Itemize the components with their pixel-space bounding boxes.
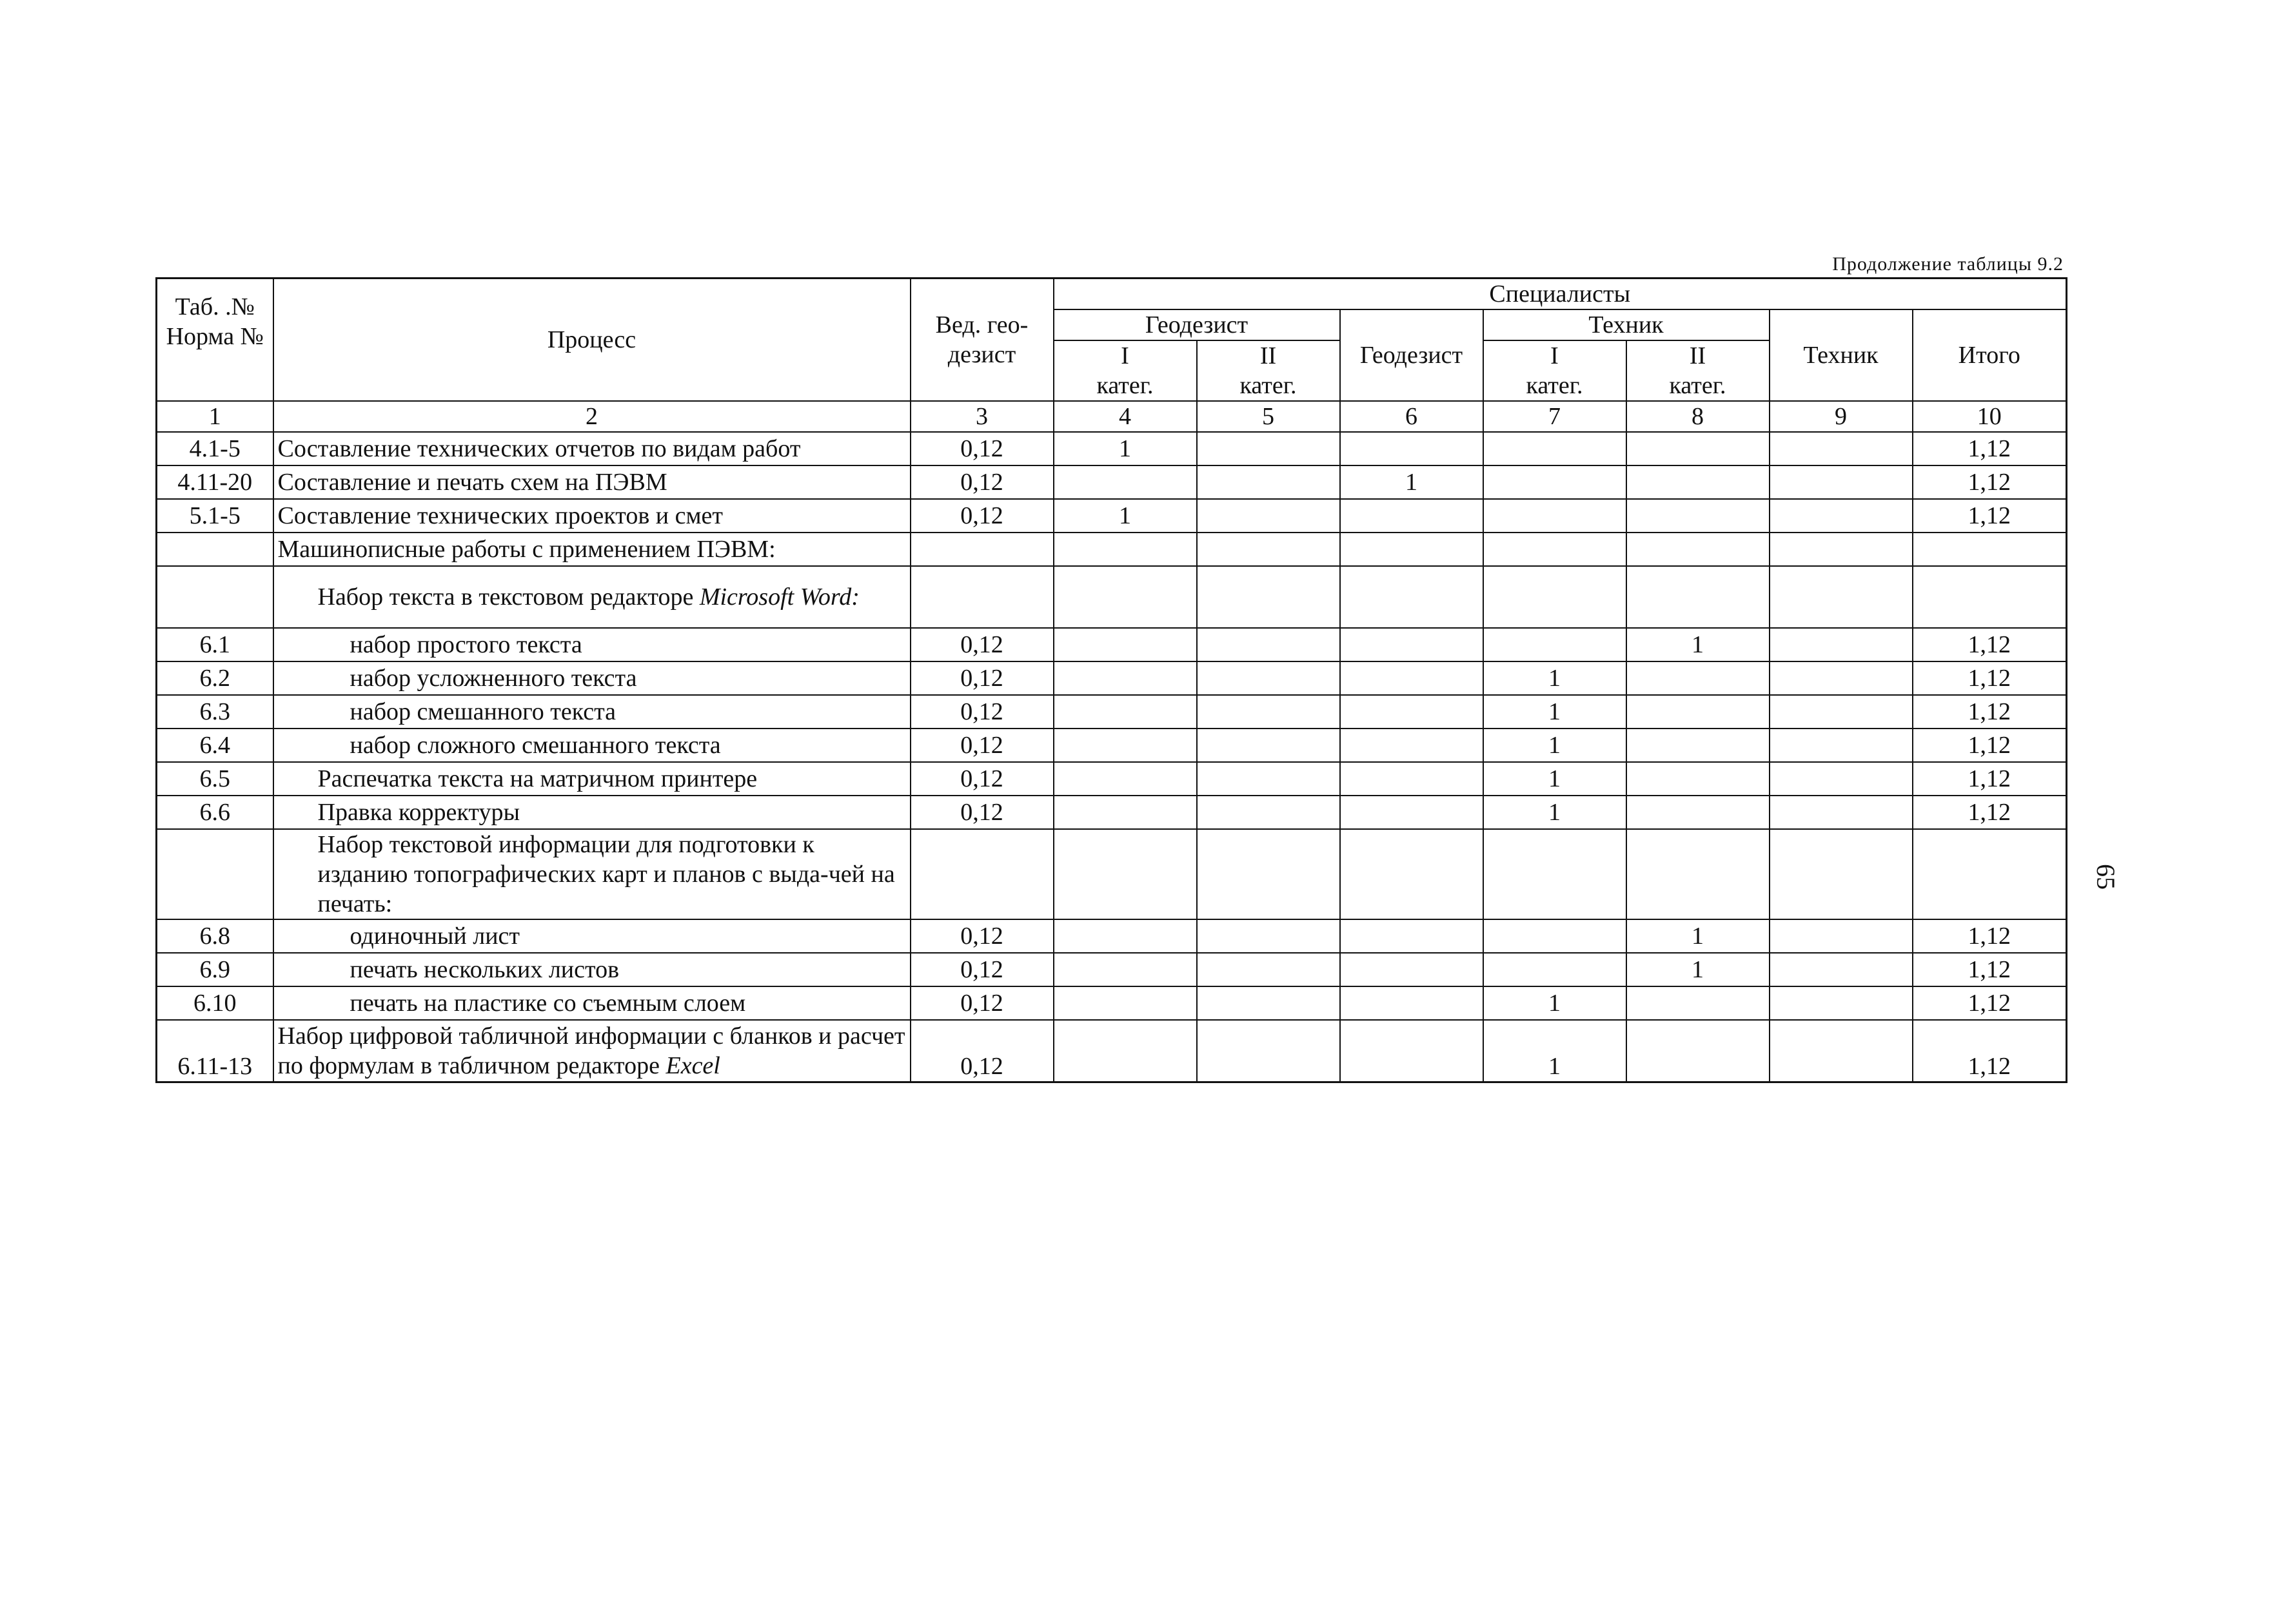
value-g2 [1197,729,1340,762]
value-tech [1770,661,1913,695]
value-t2 [1626,1020,1770,1082]
value-tech [1770,953,1913,986]
header-technician-group: Техник [1483,309,1770,340]
header-geodesist-cat2-categ: катег. [1197,371,1340,401]
value-g2 [1197,796,1340,829]
process-name: печать нескольких листов [273,953,911,986]
table-caption: Продолжение таблицы 9.2 [1832,253,2064,275]
norm-number: 6.3 [157,695,273,729]
value-g1 [1054,762,1197,796]
header-total: Итого [1913,309,2067,401]
process-name: набор простого текста [273,628,911,661]
page-number: 65 [2091,864,2120,890]
table-row [157,695,2067,729]
value-t2 [1626,432,1770,465]
norm-number [157,533,273,566]
value-t1 [1483,499,1626,533]
norm-number: 6.11-13 [157,1020,273,1082]
value-geo [1340,796,1483,829]
value-tech [1770,499,1913,533]
value-g1 [1054,796,1197,829]
value-t2 [1626,986,1770,1020]
column-number: 3 [911,401,1054,432]
norm-number: 6.6 [157,796,273,829]
norm-number: 5.1-5 [157,499,273,533]
header-technician-cat1: I [1483,340,1626,371]
value-g2 [1197,661,1340,695]
column-number: 8 [1626,401,1770,432]
value-total [1913,829,2067,919]
value-tech [1770,1020,1913,1082]
value-geo [1340,919,1483,953]
value-t1: 1 [1483,695,1626,729]
process-name: Составление технических отчетов по видам работ [273,432,911,465]
value-t2 [1626,729,1770,762]
column-number: 7 [1483,401,1626,432]
value-tech [1770,695,1913,729]
value-t1 [1483,533,1626,566]
header-technician-cat2-categ: катег. [1626,371,1770,401]
value-geo [1340,729,1483,762]
column-number: 6 [1340,401,1483,432]
value-t2 [1626,566,1770,628]
value-t1: 1 [1483,1020,1626,1082]
value-tech [1770,919,1913,953]
process-name: одиночный лист [273,919,911,953]
value-total: 1,12 [1913,729,2067,762]
process-name: Составление и печать схем на ПЭВМ [273,465,911,499]
value-ved: 0,12 [911,796,1054,829]
value-geo [1340,986,1483,1020]
value-g1: 1 [1054,499,1197,533]
value-t2: 1 [1626,628,1770,661]
value-total: 1,12 [1913,1020,2067,1082]
header-geodesist-group: Геодезист [1054,309,1340,340]
value-g1 [1054,661,1197,695]
process-name: набор смешанного текста [273,695,911,729]
value-ved: 0,12 [911,1020,1054,1082]
value-t1: 1 [1483,762,1626,796]
value-g2 [1197,953,1340,986]
value-tech [1770,796,1913,829]
value-t1 [1483,432,1626,465]
value-tech [1770,729,1913,762]
value-t2 [1626,762,1770,796]
header-ved-geodesist: Вед. гео-дезист [911,279,1054,402]
process-name: набор сложного смешанного текста [273,729,911,762]
value-g2 [1197,499,1340,533]
value-tech [1770,986,1913,1020]
value-total: 1,12 [1913,695,2067,729]
value-tech [1770,566,1913,628]
value-tech [1770,432,1913,465]
value-t2 [1626,499,1770,533]
value-geo [1340,566,1483,628]
value-t1 [1483,953,1626,986]
value-t1 [1483,628,1626,661]
norm-number: 4.1-5 [157,432,273,465]
column-number: 4 [1054,401,1197,432]
value-tech [1770,762,1913,796]
header-technician-cat1-categ: катег. [1483,371,1626,401]
value-geo [1340,695,1483,729]
header-technician: Техник [1770,309,1913,401]
table-row [157,533,2067,566]
table-body [157,432,2067,1082]
value-g1 [1054,829,1197,919]
value-g1 [1054,465,1197,499]
table-row [157,729,2067,762]
value-g1 [1054,628,1197,661]
value-g1 [1054,729,1197,762]
value-t2 [1626,533,1770,566]
value-ved: 0,12 [911,465,1054,499]
process-name [273,566,911,628]
value-geo [1340,953,1483,986]
value-total: 1,12 [1913,661,2067,695]
value-total: 1,12 [1913,919,2067,953]
value-total [1913,566,2067,628]
table-row [157,1020,2067,1082]
process-name: Машинописные работы с применением ПЭВМ: [273,533,911,566]
norm-number: 6.4 [157,729,273,762]
value-t1 [1483,919,1626,953]
value-total: 1,12 [1913,465,2067,499]
table-row [157,762,2067,796]
process-name: Правка корректуры [273,796,911,829]
column-number: 1 [157,401,273,432]
value-g2 [1197,628,1340,661]
value-ved: 0,12 [911,695,1054,729]
value-g1 [1054,919,1197,953]
value-ved [911,829,1054,919]
value-geo [1340,661,1483,695]
value-geo [1340,628,1483,661]
value-g2 [1197,432,1340,465]
header-specialists: Специалисты [1054,279,2067,310]
value-t1: 1 [1483,661,1626,695]
value-total: 1,12 [1913,953,2067,986]
value-t1: 1 [1483,729,1626,762]
value-ved: 0,12 [911,432,1054,465]
value-t1 [1483,829,1626,919]
column-number: 10 [1913,401,2067,432]
table-row [157,499,2067,533]
value-total: 1,12 [1913,432,2067,465]
value-ved: 0,12 [911,919,1054,953]
header-geodesist-cat1-categ: катег. [1054,371,1197,401]
table-row [157,796,2067,829]
header-geodesist: Геодезист [1340,309,1483,401]
table-row [157,432,2067,465]
header-geodesist-cat2: II [1197,340,1340,371]
value-g2 [1197,919,1340,953]
norm-number [157,566,273,628]
table-row [157,465,2067,499]
table-row [157,628,2067,661]
value-t2: 1 [1626,919,1770,953]
header-technician-cat2: II [1626,340,1770,371]
value-ved: 0,12 [911,628,1054,661]
value-total: 1,12 [1913,986,2067,1020]
value-g1 [1054,953,1197,986]
value-geo [1340,533,1483,566]
software-name: Excel [666,1052,720,1079]
value-ved: 0,12 [911,729,1054,762]
norm-number: 6.8 [157,919,273,953]
column-number: 5 [1197,401,1340,432]
value-total: 1,12 [1913,762,2067,796]
value-g2 [1197,986,1340,1020]
process-text: Набор цифровой табличной информации с бланков и расчет по формулам в табличном редакторе [277,1022,905,1079]
value-g1: 1 [1054,432,1197,465]
process-name [273,1020,911,1082]
header-process: Процесс [273,279,911,402]
process-text: Набор текста в текстовом редакторе [317,583,700,611]
table-row [157,661,2067,695]
value-geo [1340,1020,1483,1082]
process-name: набор усложненного текста [273,661,911,695]
value-g1 [1054,533,1197,566]
value-t2 [1626,465,1770,499]
value-g2 [1197,762,1340,796]
value-t1: 1 [1483,986,1626,1020]
value-t2 [1626,829,1770,919]
norm-number: 4.11-20 [157,465,273,499]
value-g2 [1197,695,1340,729]
value-geo [1340,432,1483,465]
value-t2 [1626,796,1770,829]
norm-number: 6.1 [157,628,273,661]
norm-number: 6.5 [157,762,273,796]
header-geodesist-cat1: I [1054,340,1197,371]
value-tech [1770,465,1913,499]
value-g1 [1054,566,1197,628]
value-g2 [1197,566,1340,628]
process-name: печать на пластике со съемным слоем [273,986,911,1020]
value-tech [1770,628,1913,661]
header-tab-norm: Таб. .№ Норма № [157,279,273,402]
value-g1 [1054,986,1197,1020]
value-ved [911,533,1054,566]
value-g2 [1197,829,1340,919]
table-row [157,986,2067,1020]
value-g2 [1197,1020,1340,1082]
value-total [1913,533,2067,566]
value-tech [1770,533,1913,566]
norm-number: 6.9 [157,953,273,986]
column-number: 2 [273,401,911,432]
value-total: 1,12 [1913,796,2067,829]
value-t1: 1 [1483,796,1626,829]
value-g1 [1054,695,1197,729]
value-t2: 1 [1626,953,1770,986]
value-tech [1770,829,1913,919]
value-t1 [1483,465,1626,499]
software-name: Microsoft Word: [699,583,860,611]
norms-table [155,277,2067,1083]
value-g1 [1054,1020,1197,1082]
value-t1 [1483,566,1626,628]
value-geo [1340,499,1483,533]
value-total: 1,12 [1913,499,2067,533]
value-ved: 0,12 [911,661,1054,695]
column-number: 9 [1770,401,1913,432]
table-row [157,919,2067,953]
value-ved: 0,12 [911,499,1054,533]
column-number-row [157,401,2067,432]
value-ved [911,566,1054,628]
table-row [157,953,2067,986]
value-t2 [1626,695,1770,729]
value-g2 [1197,465,1340,499]
norm-number: 6.2 [157,661,273,695]
value-g2 [1197,533,1340,566]
value-ved: 0,12 [911,762,1054,796]
process-name: Распечатка текста на матричном принтере [273,762,911,796]
value-geo [1340,829,1483,919]
norm-number: 6.10 [157,986,273,1020]
process-name: Составление технических проектов и смет [273,499,911,533]
norm-number [157,829,273,919]
process-name: Набор текстовой информации для подготовки к изданию топографических карт и планов с выда-чей на печать: [273,829,911,919]
value-ved: 0,12 [911,986,1054,1020]
value-geo: 1 [1340,465,1483,499]
value-total: 1,12 [1913,628,2067,661]
value-geo [1340,762,1483,796]
value-ved: 0,12 [911,953,1054,986]
table-row [157,566,2067,628]
value-t2 [1626,661,1770,695]
table-row [157,829,2067,919]
